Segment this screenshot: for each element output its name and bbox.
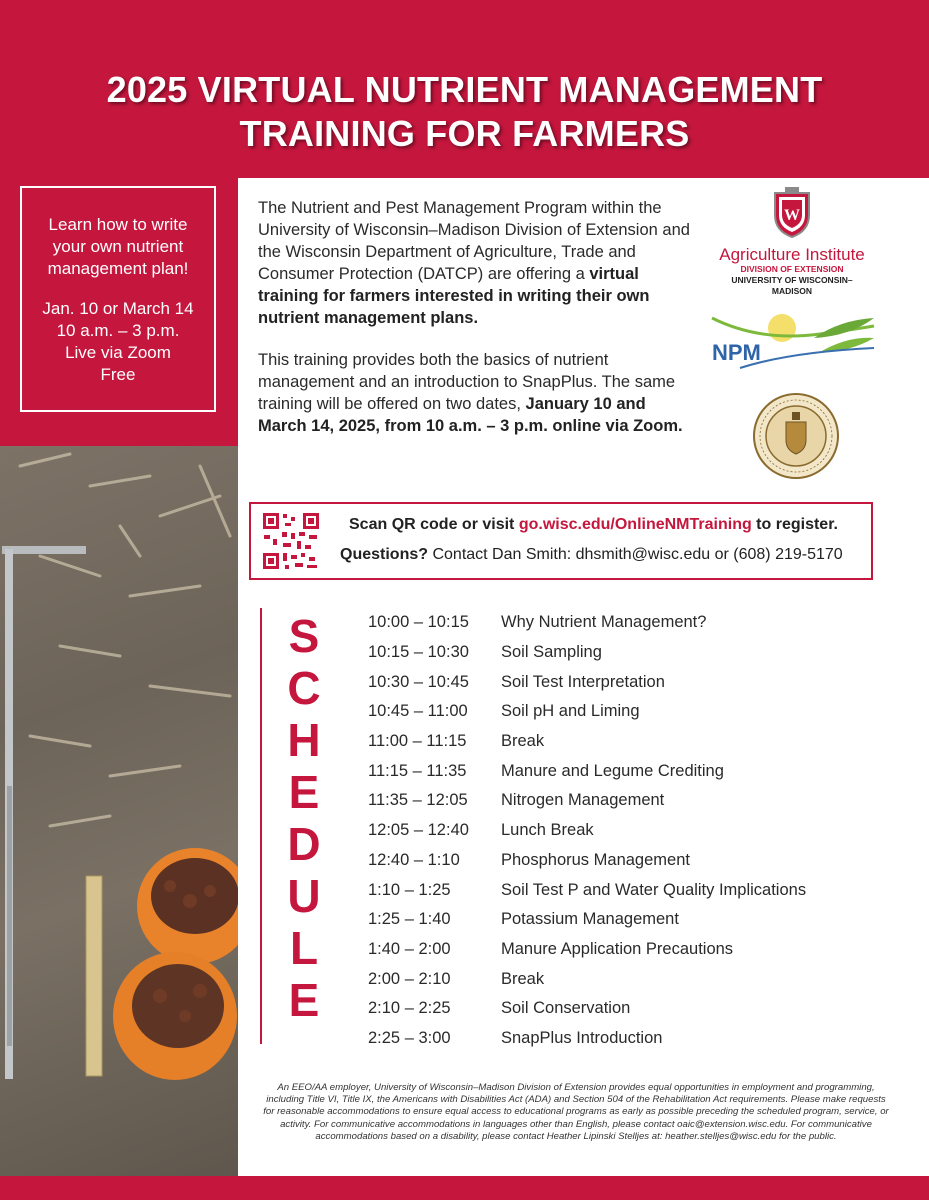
schedule-topic: Soil Test P and Water Quality Implications [501, 880, 807, 899]
schedule-heading [274, 610, 334, 1026]
schedule-row [368, 875, 888, 905]
scan-text: Scan QR code or visit [349, 516, 519, 533]
schedule-row [368, 667, 888, 697]
schedule-letter: U [287, 870, 321, 922]
schedule-row [368, 846, 888, 876]
schedule-divider [260, 608, 262, 1044]
schedule-topic: Soil Conservation [501, 999, 631, 1018]
schedule-row [368, 905, 888, 935]
schedule-letter: E [288, 974, 320, 1026]
intro-paragraph-2 [258, 349, 698, 437]
schedule-letter: D [287, 818, 321, 870]
schedule-time: 10:45 – 11:00 [368, 702, 468, 721]
intro-p1-text: The Nutrient and Pest Management Program within the University of Wisconsin–Madison Division of Extension and the Wisconsin Department of Agriculture, Trade and Consumer Protection (DATCP) are offering a [258, 199, 690, 283]
intro-paragraph-1 [258, 197, 698, 329]
schedule-row [368, 608, 888, 638]
contact-text: Contact Dan Smith: dhsmith@wisc.edu or (608) 219-5170 [428, 546, 843, 563]
npm-text: NPM [712, 340, 761, 365]
intro-p2-text: This training provides both the basics of nutrient management and an introduction to SnapPlus. The same training will be offered on two dates, [258, 351, 676, 413]
schedule-row [368, 994, 888, 1024]
npm-logo [710, 308, 876, 376]
promo-dates: Jan. 10 or March 14 [42, 299, 194, 318]
schedule-row [368, 697, 888, 727]
schedule-time: 12:40 – 1:10 [368, 850, 460, 869]
datcp-seal-icon [752, 392, 840, 480]
promo-line-2: your own nutrient [52, 237, 184, 256]
soil-sampling-photo [0, 446, 238, 1176]
intro-text [258, 197, 698, 457]
schedule-time: 11:15 – 11:35 [368, 761, 467, 780]
schedule-table [368, 608, 888, 1053]
ai-division: DIVISION OF EXTENSION [740, 264, 844, 274]
schedule-topic: SnapPlus Introduction [501, 1028, 663, 1047]
schedule-topic: Manure and Legume Crediting [501, 761, 724, 780]
schedule-topic: Lunch Break [501, 821, 594, 840]
title-line-2: TRAINING FOR FARMERS [239, 113, 690, 154]
schedule-letter: L [289, 922, 319, 974]
qr-code-icon[interactable] [261, 511, 321, 571]
schedule-row [368, 964, 888, 994]
schedule-time: 2:25 – 3:00 [368, 1028, 451, 1047]
schedule-letter: C [287, 662, 321, 714]
schedule-letter: S [288, 610, 320, 662]
schedule-topic: Nitrogen Management [501, 791, 665, 810]
schedule-time: 2:10 – 2:25 [368, 999, 451, 1018]
promo-line-1: Learn how to write [48, 215, 188, 234]
schedule-row [368, 1024, 888, 1054]
schedule-topic: Soil Sampling [501, 643, 602, 662]
registration-box [249, 502, 873, 580]
schedule-letter: E [288, 766, 320, 818]
schedule-time: 2:00 – 2:10 [368, 969, 451, 988]
uw-crest-icon [771, 185, 813, 239]
schedule-topic: Potassium Management [501, 910, 679, 929]
promo-box [20, 186, 216, 412]
schedule-time: 11:00 – 11:15 [368, 732, 467, 751]
schedule-topic: Why Nutrient Management? [501, 613, 707, 632]
schedule-row [368, 727, 888, 757]
promo-time: 10 a.m. – 3 p.m. [56, 321, 180, 340]
eeo-disclaimer: An EEO/AA employer, University of Wisconsin–Madison Division of Extension provides equal opportunities in employment and programming, including Title VI, Title IX, the Americans with Disabilities Act (ADA) and Section 504 of the Rehabilitation Act requirements. Please make requests for reasonable accommodations to ensure equal access to educational programs as early as possible preceding the scheduled program, service, or activity. For communicative accommodations in languages other than English, please contact oaic@extension.wisc.edu. For communicative accommodations based on a disability, please contact Heather Lipinski Stelljes at: heather.stelljes@wisc.edu for the public. [263, 1082, 889, 1142]
page-title [0, 68, 929, 156]
questions-label: Questions? [340, 546, 429, 563]
crest-letter: W [784, 207, 800, 224]
footer-band [0, 1176, 929, 1200]
schedule-letter: H [287, 714, 321, 766]
schedule-time: 11:35 – 12:05 [368, 791, 468, 810]
intro-p1-bold: virtual training for farmers interested in writing their own nutrient management plans. [258, 265, 650, 327]
schedule-time: 10:15 – 10:30 [368, 643, 469, 662]
schedule-row [368, 935, 888, 965]
schedule-time: 12:05 – 12:40 [368, 821, 469, 840]
contact-line [340, 545, 870, 565]
promo-cost: Free [100, 365, 136, 384]
intro-p2-bold: January 10 and March 14, 2025, from 10 a.m. – 3 p.m. online via Zoom. [258, 395, 683, 435]
schedule-topic: Soil Test Interpretation [501, 672, 665, 691]
promo-line-3: management plan! [47, 259, 189, 278]
schedule-time: 1:10 – 1:25 [368, 880, 451, 899]
schedule-time: 10:30 – 10:45 [368, 672, 469, 691]
ai-university: UNIVERSITY OF WISCONSIN–MADISON [731, 275, 853, 296]
ai-name: Agriculture Institute [719, 245, 865, 264]
schedule-topic: Break [501, 732, 545, 751]
schedule-topic: Phosphorus Management [501, 850, 690, 869]
schedule-time: 1:25 – 1:40 [368, 910, 451, 929]
schedule-topic: Break [501, 969, 545, 988]
registration-link[interactable]: go.wisc.edu/OnlineNMTraining [518, 516, 752, 533]
schedule-row [368, 816, 888, 846]
schedule-topic: Soil pH and Liming [501, 702, 640, 721]
schedule-row [368, 638, 888, 668]
schedule-topic: Manure Application Precautions [501, 939, 734, 958]
agriculture-institute-logo [712, 185, 872, 297]
scan-suffix: to register. [751, 516, 838, 533]
schedule-row [368, 756, 888, 786]
scan-instructions [349, 515, 869, 535]
promo-venue: Live via Zoom [65, 343, 171, 362]
schedule-row [368, 786, 888, 816]
schedule-time: 10:00 – 10:15 [368, 613, 469, 632]
title-line-1: 2025 VIRTUAL NUTRIENT MANAGEMENT [106, 69, 823, 110]
schedule-time: 1:40 – 2:00 [368, 939, 451, 958]
soil-photo-illustration [0, 446, 238, 1176]
